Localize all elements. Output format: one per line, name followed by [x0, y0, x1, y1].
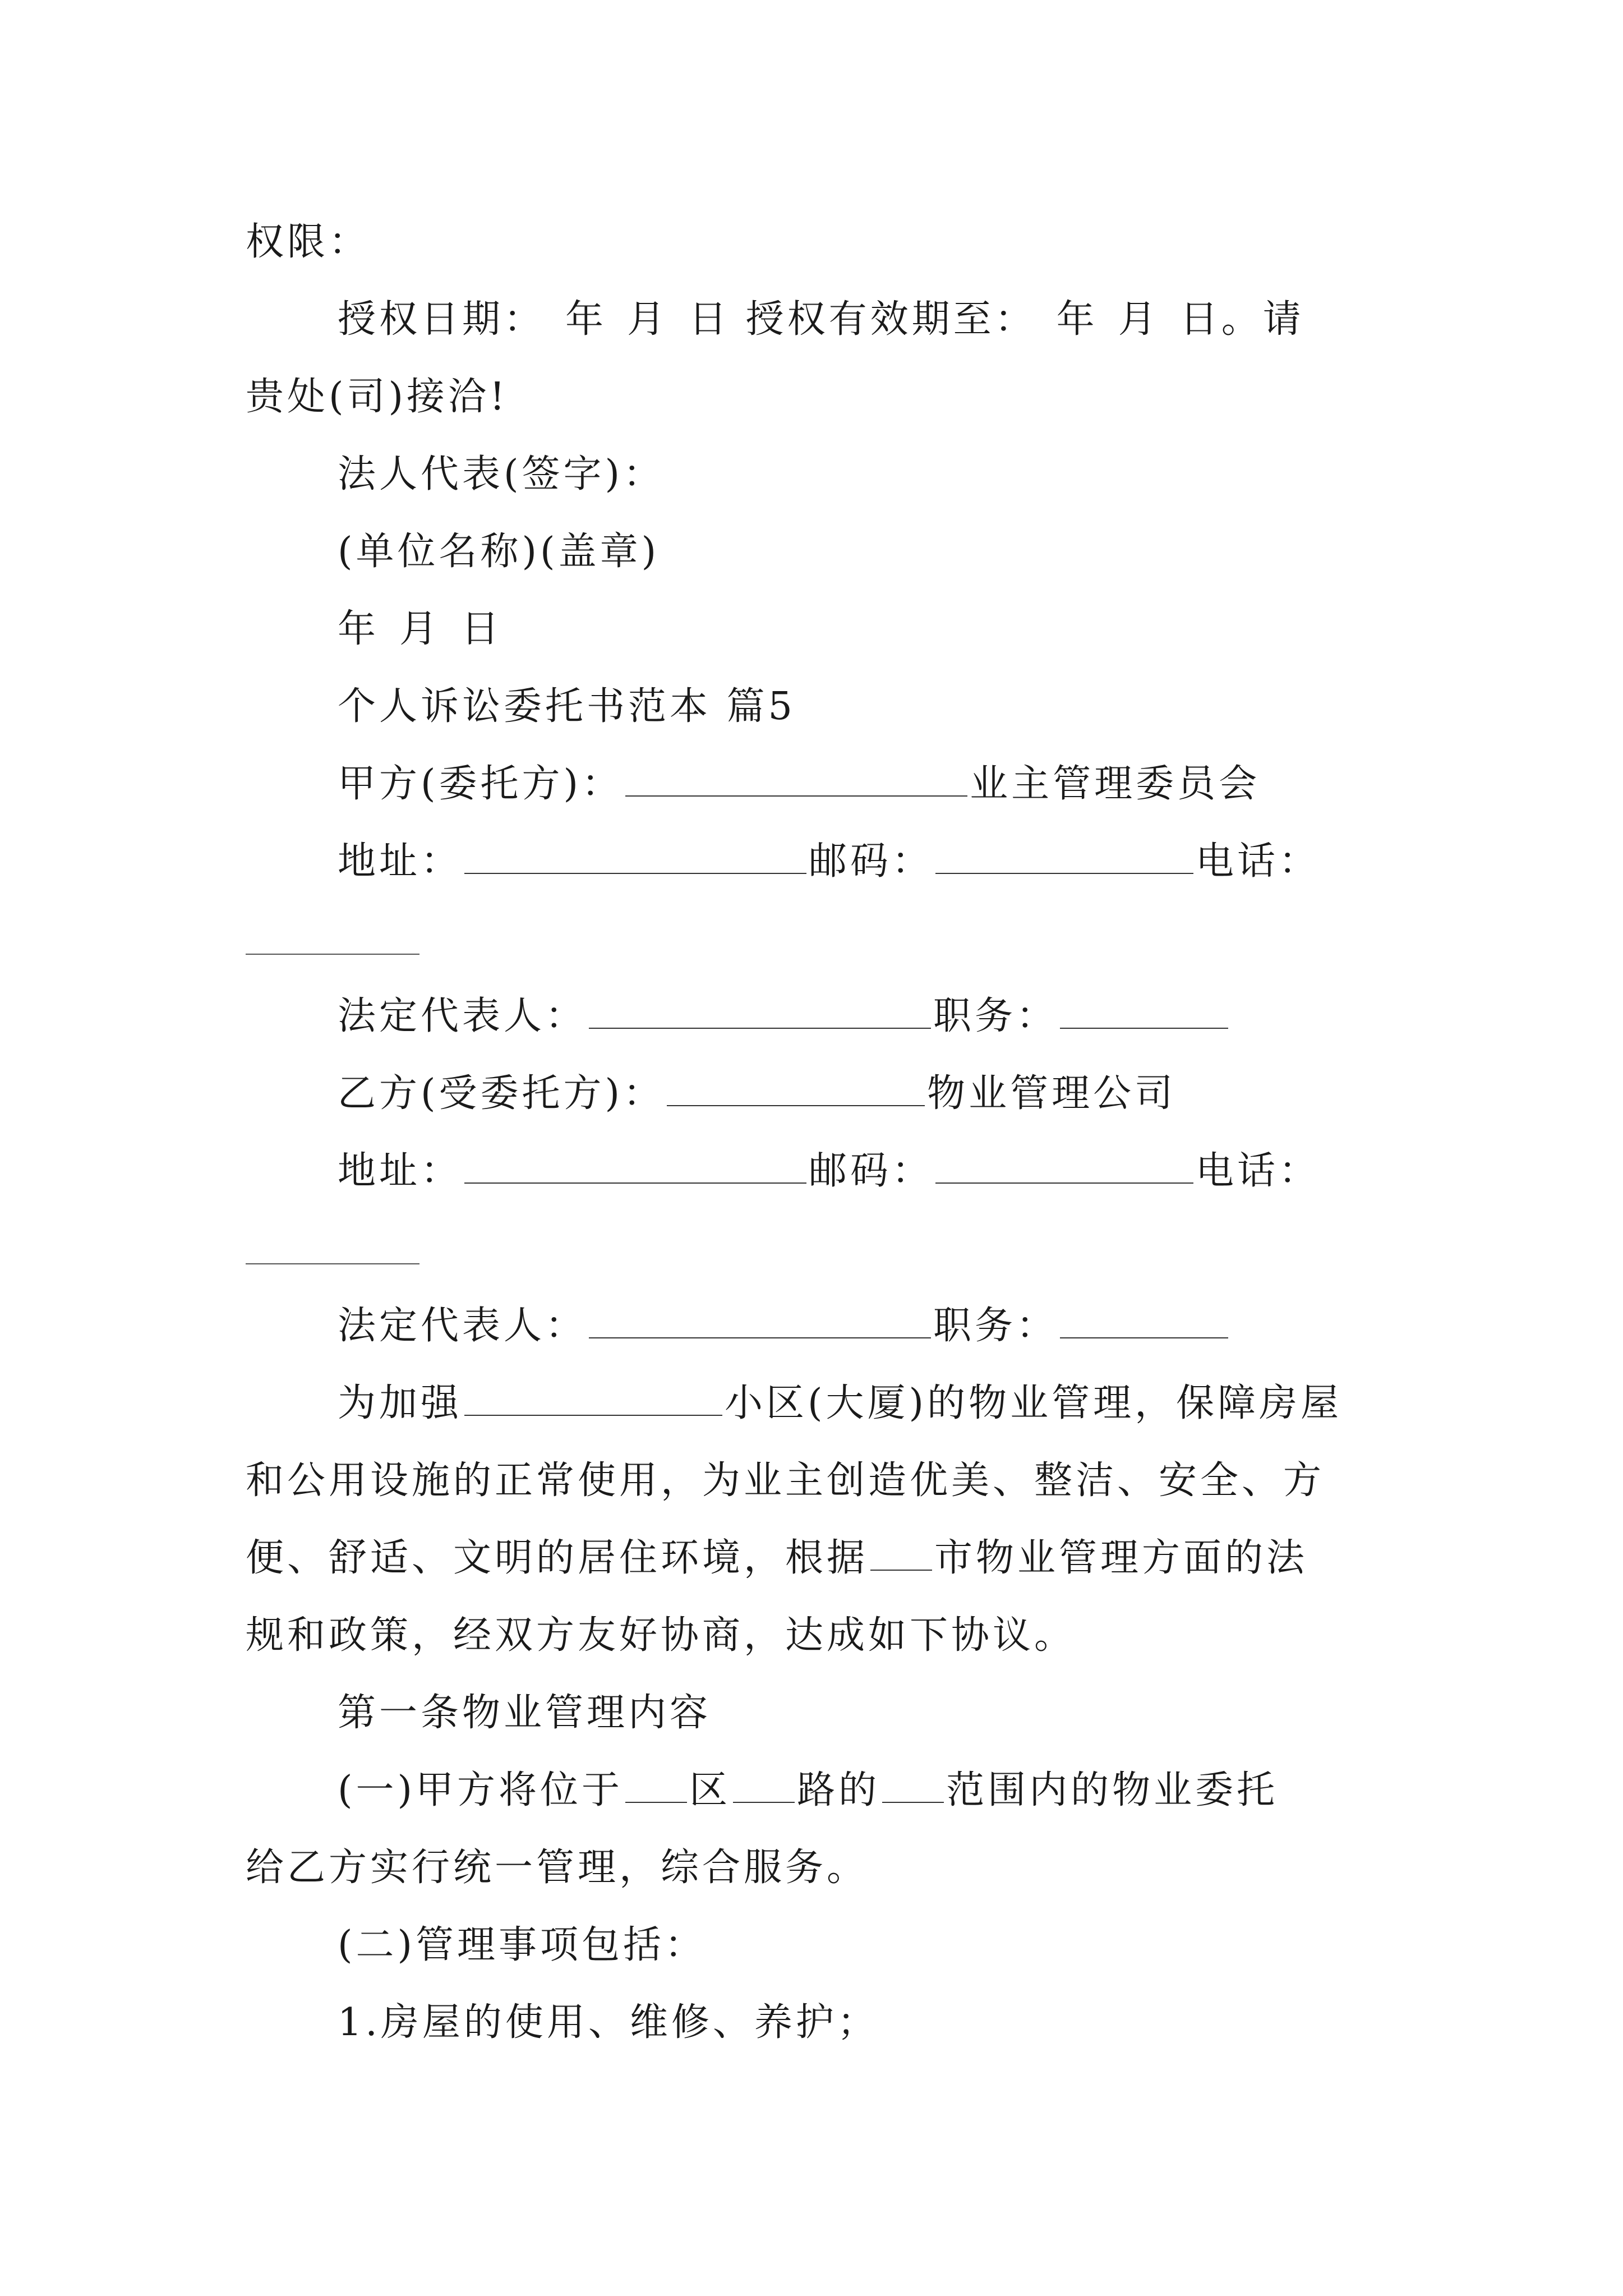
text-span: 日 授权有效期至：	[689, 297, 1036, 342]
fill-blank	[464, 1150, 806, 1184]
text-span: 第一条物业管理内容	[338, 1691, 712, 1735]
text-span: 年	[1056, 297, 1098, 342]
article-heading	[338, 1691, 1482, 1736]
text-line	[246, 1458, 1390, 1503]
text-span: 邮码：	[809, 839, 934, 884]
text-line	[338, 1149, 1482, 1194]
section-title	[338, 684, 1482, 729]
text-span: 授权日期：	[338, 297, 546, 342]
text-line	[246, 1536, 1390, 1581]
text-line	[338, 1768, 1482, 1813]
text-span: 贵处(司)接洽!	[246, 375, 509, 419]
fill-blank	[625, 763, 967, 797]
text-line	[338, 1381, 1482, 1426]
text-line	[338, 1071, 1482, 1116]
text-line	[338, 839, 1482, 884]
text-span: 为加强	[338, 1381, 463, 1425]
text-span: 职务：	[933, 994, 1058, 1038]
text-span: 法人代表(签字)：	[338, 452, 665, 496]
text-span: 甲方(委托方)：	[338, 762, 624, 806]
text-line	[338, 452, 1482, 497]
fill-blank	[625, 1769, 687, 1803]
text-line	[338, 1923, 1482, 1968]
fill-blank	[1060, 1305, 1228, 1338]
fill-blank	[882, 1769, 944, 1803]
text-authority: 权限：	[246, 220, 371, 264]
fill-blank	[935, 1150, 1193, 1184]
text-span: (二)管理事项包括：	[338, 1923, 707, 1967]
text-span: 日。请	[1179, 297, 1304, 342]
text-line	[338, 607, 1482, 652]
text-span: 乙方(受委托方)：	[338, 1071, 665, 1116]
text-span: 和公用设施的正常使用，为业主创造优美、整洁、安全、方	[246, 1458, 1325, 1503]
text-span: (单位名称)(盖章)	[338, 530, 660, 574]
text-span: 月	[627, 297, 669, 342]
fill-blank	[870, 1537, 932, 1571]
text-span: 路的	[797, 1768, 880, 1812]
text-span: 月	[1118, 297, 1160, 342]
fill-blank	[935, 840, 1193, 874]
text-line	[246, 1846, 1390, 1890]
fill-blank	[589, 995, 931, 1029]
text-line	[246, 220, 1390, 265]
text-line	[338, 2000, 1482, 2045]
text-span: 月	[399, 607, 441, 651]
text-span: 便、舒适、文明的居住环境，根据	[246, 1536, 869, 1580]
text-span: 年	[565, 297, 607, 342]
text-span: 年	[338, 607, 380, 651]
text-line	[246, 375, 1390, 420]
fill-blank	[246, 953, 419, 955]
text-span: 日	[461, 607, 503, 651]
text-span: 个人诉讼委托书范本 篇5	[338, 684, 796, 729]
text-line	[338, 762, 1482, 807]
text-span: 范围内的物业委托	[946, 1768, 1279, 1812]
text-span: 地址：	[338, 839, 463, 884]
text-span: 电话：	[1196, 1149, 1321, 1193]
text-span: 1.房屋的使用、维修、养护；	[338, 2000, 879, 2045]
text-line	[338, 994, 1482, 1039]
fill-blank	[589, 1305, 931, 1338]
text-line	[338, 297, 1482, 342]
fill-blank	[733, 1769, 795, 1803]
text-span: 物业管理公司	[927, 1071, 1177, 1116]
text-line	[338, 1304, 1482, 1349]
text-span: 地址：	[338, 1149, 463, 1193]
fill-blank	[246, 1262, 419, 1264]
text-span: 给乙方实行统一管理，综合服务。	[246, 1846, 869, 1890]
text-span: 职务：	[933, 1304, 1058, 1348]
fill-blank	[1060, 995, 1228, 1029]
text-span: 法定代表人：	[338, 994, 587, 1038]
fill-blank	[667, 1073, 925, 1106]
text-span: 小区(大厦)的物业管理，保障房屋	[725, 1381, 1343, 1425]
text-span: 区	[689, 1768, 731, 1812]
text-span: (一)甲方将位于	[338, 1768, 624, 1812]
text-span: 市物业管理方面的法	[934, 1536, 1308, 1580]
fill-blank	[464, 1382, 722, 1416]
text-span: 法定代表人：	[338, 1304, 587, 1348]
fill-blank	[464, 840, 806, 874]
text-line	[338, 530, 1482, 574]
text-span: 邮码：	[809, 1149, 934, 1193]
text-span: 业主管理委员会	[970, 762, 1261, 806]
text-span: 电话：	[1196, 839, 1321, 884]
text-line	[246, 1613, 1390, 1658]
text-span: 规和政策，经双方友好协商，达成如下协议。	[246, 1613, 1076, 1658]
